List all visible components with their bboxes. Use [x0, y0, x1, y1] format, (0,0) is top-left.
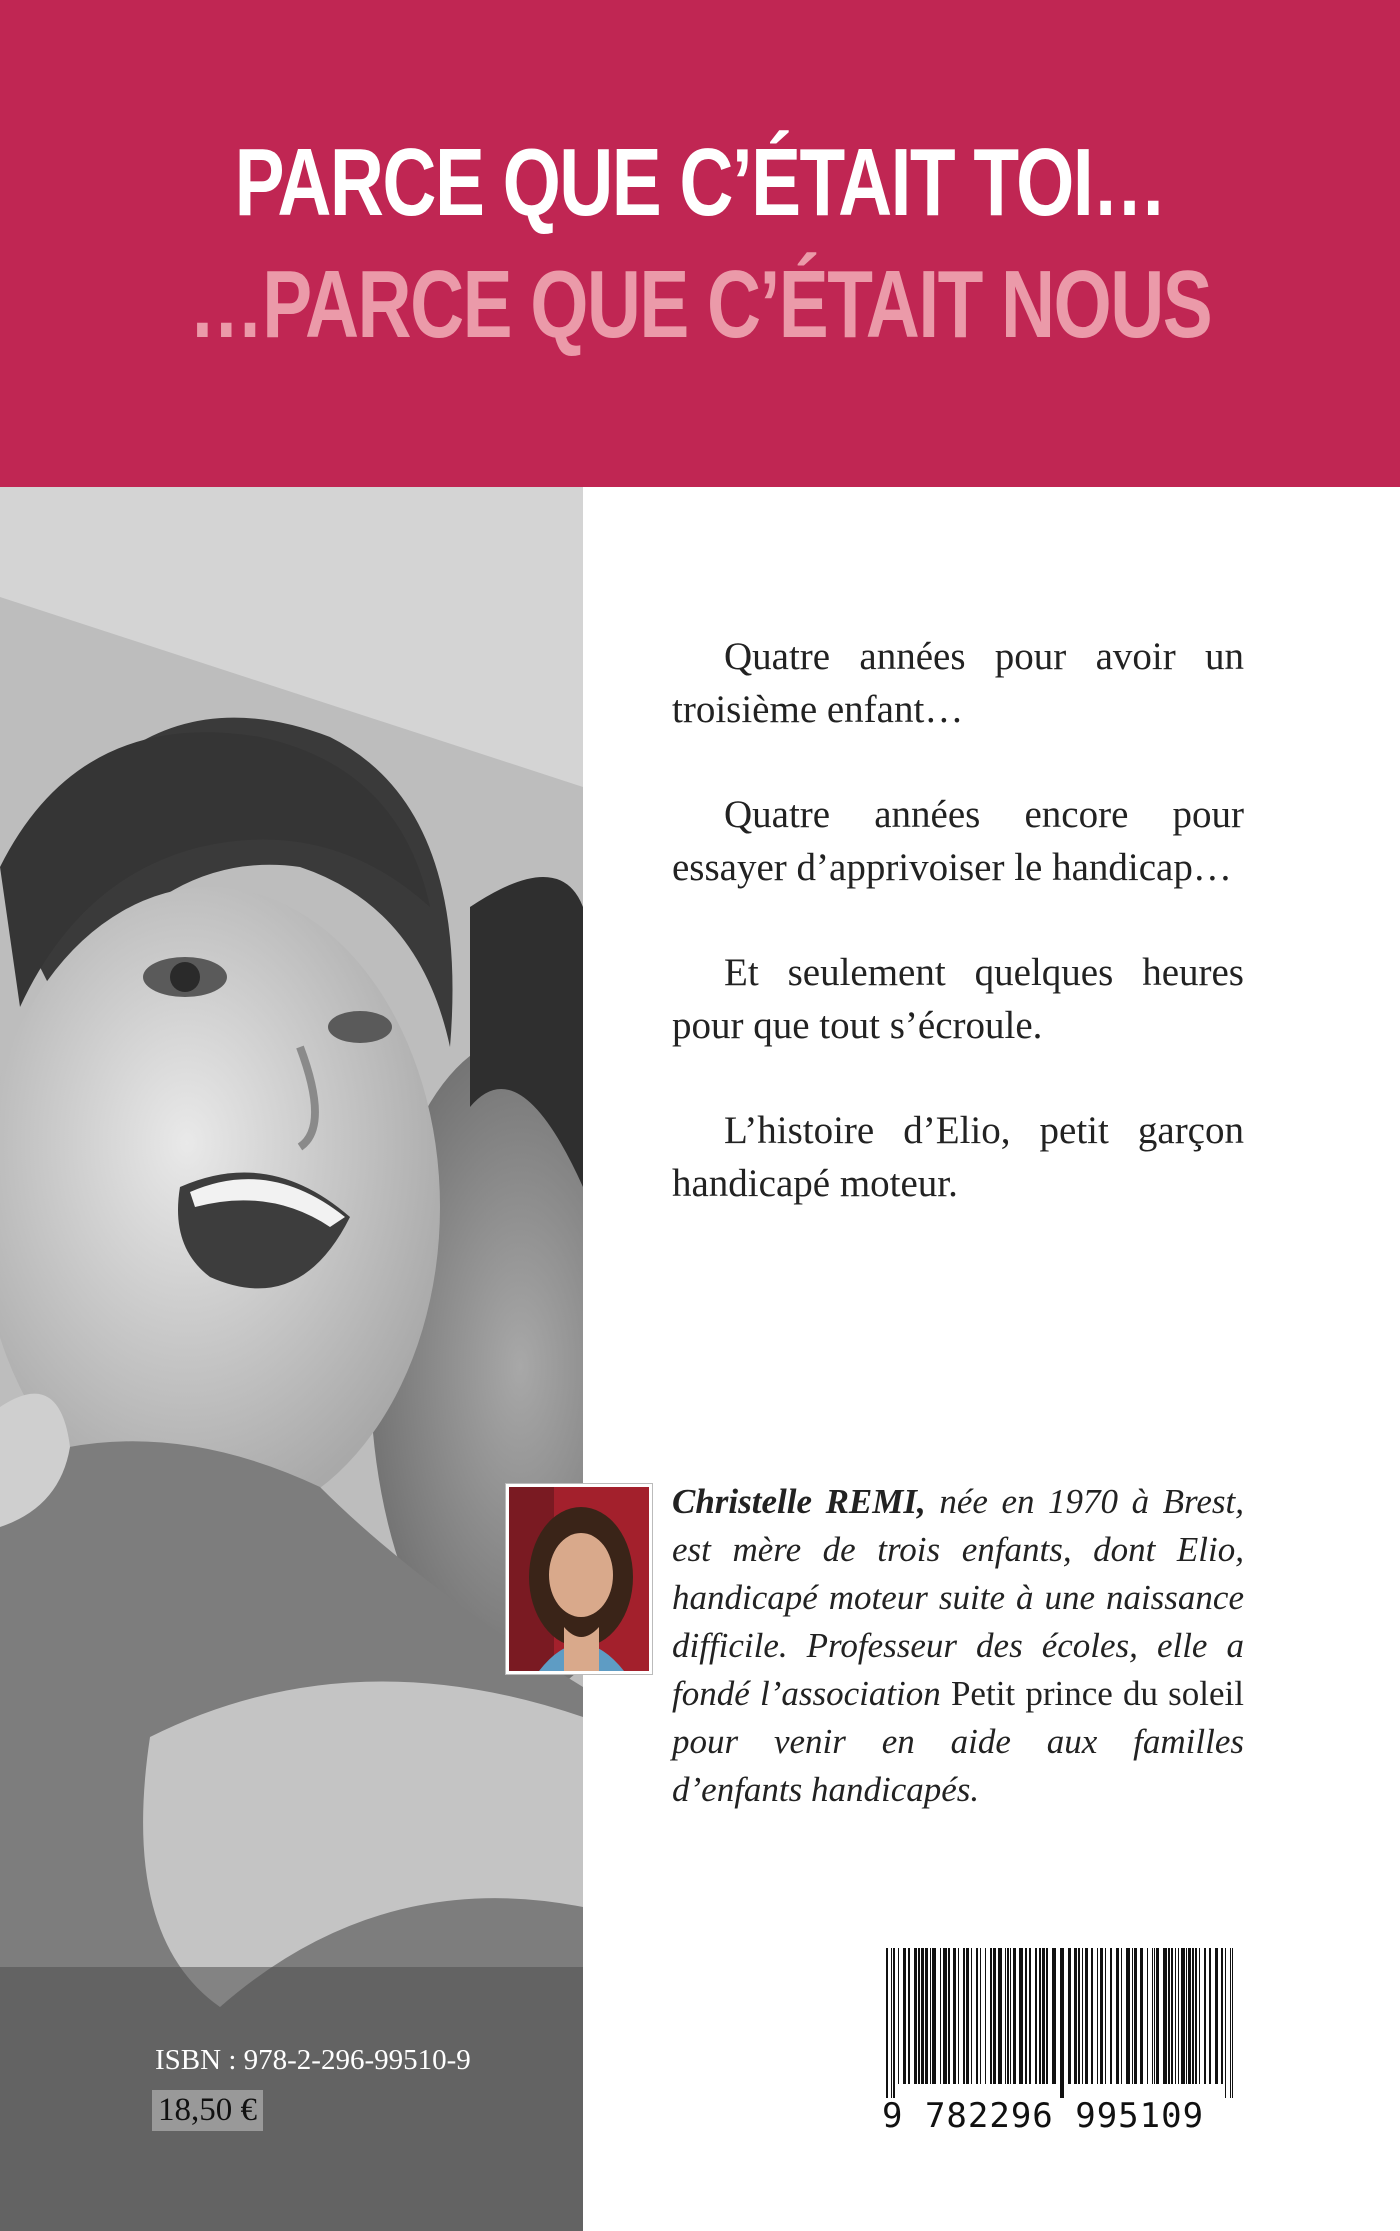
barcode-bar [1082, 1948, 1083, 2084]
barcode-bar [1025, 1948, 1027, 2084]
barcode-bar [1029, 1948, 1031, 2084]
barcode-bar [958, 1948, 959, 2084]
barcode-bar [998, 1948, 1002, 2084]
barcode-bar [1060, 1948, 1064, 2098]
barcode-bar [1078, 1948, 1080, 2084]
barcode-bar [1068, 1948, 1071, 2084]
barcode-bar [1204, 1948, 1206, 2084]
barcode-bar [940, 1948, 941, 2084]
barcode-bar [1035, 1948, 1037, 2084]
barcode-bar [980, 1948, 981, 2084]
blurb-paragraph: Et seulement quelques heures pour que tout s’écroule. [672, 951, 1244, 1047]
barcode-bar [948, 1948, 950, 2084]
author-bio-text: née en 1970 à Brest, est mère de trois enfants, dont Elio, handicapé moteur suite à une naissance difficile. Professeur des écoles, elle a fondé l’association [672, 1482, 1244, 1713]
barcode-bar [1105, 1948, 1106, 2084]
barcode-bar [971, 1948, 972, 2084]
barcode-bar [985, 1948, 986, 2084]
barcode-bar [1156, 1948, 1159, 2084]
title-line-1: PARCE QUE C’ÉTAIT TOI… [234, 129, 1166, 236]
barcode-bar [925, 1948, 928, 2084]
barcode-bar [1074, 1948, 1077, 2084]
title-line-2: …PARCE QUE C’ÉTAIT NOUS [188, 251, 1212, 358]
barcode-bar [1186, 1948, 1187, 2084]
barcode-bar [891, 1948, 892, 2098]
barcode-bar [1232, 1948, 1233, 2098]
barcode-bar [1181, 1948, 1185, 2084]
isbn-label: ISBN : 978-2-296-99510-9 [155, 2044, 471, 2076]
barcode-bar [932, 1948, 936, 2084]
author-portrait [506, 1484, 652, 1674]
barcode-bar [1132, 1948, 1133, 2084]
barcode-bar [976, 1948, 978, 2084]
barcode-bar [1091, 1948, 1093, 2084]
barcode-bar [898, 1948, 899, 2084]
barcode-bar [1126, 1948, 1130, 2084]
barcode-bar [1225, 1948, 1226, 2098]
barcode-bar [1168, 1948, 1170, 2084]
blurb-paragraph: Quatre années encore pour essayer d’apprivoiser le handicap… [672, 793, 1244, 889]
barcode-bar [1178, 1948, 1179, 2084]
barcode-bar [1134, 1948, 1137, 2084]
barcode-bar [1039, 1948, 1041, 2084]
barcode-bar [963, 1948, 965, 2084]
cover-photo [0, 487, 583, 2231]
barcode-bar [1230, 1948, 1231, 2098]
barcode-bar [1188, 1948, 1191, 2084]
barcode-bar [1147, 1948, 1148, 2084]
barcode-bar [1121, 1948, 1122, 2084]
barcode-bar [1010, 1948, 1011, 2084]
barcode-bar [1097, 1948, 1098, 2084]
barcode-bar [1140, 1948, 1143, 2084]
barcode-bar [918, 1948, 920, 2084]
barcode-bar [1215, 1948, 1218, 2084]
barcode-bar [1005, 1948, 1006, 2084]
blurb-paragraph: L’histoire d’Elio, petit garçon handicapé moteur. [672, 1109, 1244, 1205]
back-cover-blurb [672, 630, 1244, 1262]
barcode-bar [1163, 1948, 1167, 2084]
barcode-bar [953, 1948, 956, 2084]
cover-header-band [0, 0, 1400, 487]
blurb-paragraph: Quatre années pour avoir un troisième enfant… [672, 635, 1244, 731]
barcode-bar [930, 1948, 931, 2084]
barcode-bar [1007, 1948, 1009, 2084]
barcode-bar [993, 1948, 996, 2084]
association-name: Petit prince du soleil [950, 1674, 1244, 1713]
barcode-bar [1192, 1948, 1194, 2084]
barcode-bar [1221, 1948, 1223, 2084]
barcode-bar [1085, 1948, 1088, 2084]
barcode-bar [966, 1948, 969, 2084]
barcode-bar [1195, 1948, 1197, 2084]
author-bio-text-end: pour venir en aide aux familles d’enfants handicapés. [672, 1722, 1244, 1809]
barcode-bar [1154, 1948, 1155, 2084]
barcode-bar [1013, 1948, 1016, 2084]
barcode-bar [1019, 1948, 1023, 2084]
barcode-bar [1175, 1948, 1176, 2084]
barcode-bar [1116, 1948, 1119, 2084]
author-name: Christelle REMI, [672, 1482, 926, 1521]
barcode-bar [1052, 1948, 1056, 2084]
barcode-bar [921, 1948, 924, 2084]
barcode-bar [1199, 1948, 1200, 2084]
barcode-bar [908, 1948, 910, 2084]
barcode-bar [990, 1948, 992, 2084]
barcode-digits: 9 782296 995109 [882, 2096, 1205, 2136]
barcode-bar [1110, 1948, 1112, 2084]
barcode-bar [903, 1948, 906, 2084]
barcode-bar [1100, 1948, 1103, 2084]
barcode-bar [1171, 1948, 1173, 2084]
barcode-bar [914, 1948, 917, 2084]
barcode-bar [1152, 1948, 1153, 2084]
barcode-bar [886, 1948, 888, 2098]
barcode-bar [1209, 1948, 1211, 2084]
barcode-bar [1042, 1948, 1045, 2084]
author-bio [672, 1478, 1244, 1814]
barcode-bar [1046, 1948, 1048, 2084]
barcode-bar [943, 1948, 947, 2084]
barcode-bar [893, 1948, 895, 2098]
price-label: 18,50 € [152, 2090, 263, 2131]
